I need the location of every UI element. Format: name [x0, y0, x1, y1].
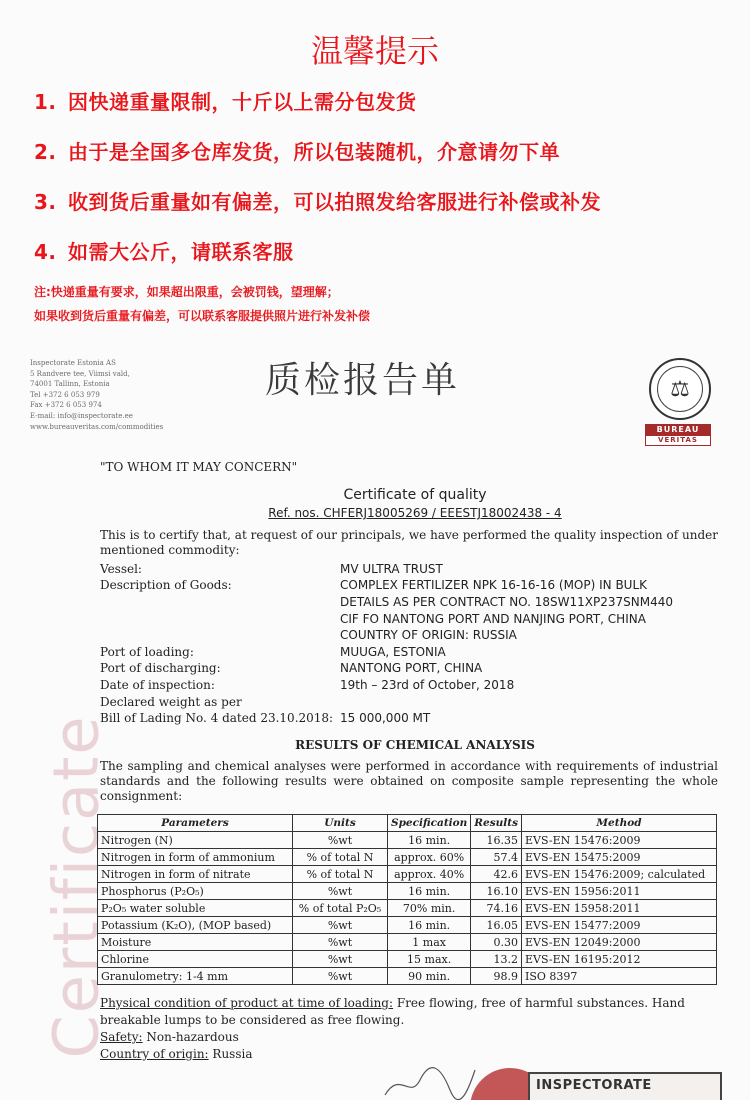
table-cell: Moisture — [98, 934, 293, 951]
table-cell: approx. 40% — [388, 866, 471, 883]
table-cell: Nitrogen in form of ammonium — [98, 849, 293, 866]
field-value: MV ULTRA TRUST — [340, 562, 443, 576]
table-cell: Nitrogen (N) — [98, 832, 293, 849]
table-cell: Nitrogen in form of nitrate — [98, 866, 293, 883]
table-cell: 16 min. — [388, 917, 471, 934]
safety-value: Non-hazardous — [142, 1030, 239, 1044]
table-cell: approx. 60% — [388, 849, 471, 866]
table-row — [98, 968, 717, 985]
table-cell: EVS-EN 15477:2009 — [522, 917, 717, 934]
notice-title: 温馨提示 — [310, 32, 439, 70]
table-cell: 70% min. — [388, 900, 471, 917]
table-cell: 16.10 — [471, 883, 522, 900]
column-header: Method — [522, 815, 717, 832]
field-value: COUNTRY OF ORIGIN: RUSSIA — [340, 628, 517, 642]
table-cell: 42.6 — [471, 866, 522, 883]
field-value: CIF FO NANTONG PORT AND NANJING PORT, CHINA — [340, 612, 646, 626]
table-cell: 16 min. — [388, 883, 471, 900]
physical-condition-label: Physical condition of product at time of loading: — [100, 996, 394, 1010]
address-line: 5 Randvere tee, Viimsi vald, — [30, 369, 130, 378]
field-value: 15 000,000 MT — [340, 711, 431, 725]
physical-condition-value: Free flowing, free of harmful substances. Hand breakable lumps to be considered as free flowing. — [100, 996, 685, 1027]
column-header: Parameters — [98, 815, 293, 832]
address-line: Fax +372 6 053 974 — [30, 401, 102, 410]
notice-item-number: 4. — [34, 240, 57, 264]
column-header: Specification — [388, 815, 471, 832]
inspector-address — [30, 358, 163, 432]
table-cell: 98.9 — [471, 968, 522, 985]
table-cell: EVS-EN 15475:2009 — [522, 849, 717, 866]
table-cell: EVS-EN 15476:2009; calculated — [522, 866, 717, 883]
column-header: Units — [293, 815, 388, 832]
table-cell: %wt — [293, 934, 388, 951]
seal-icon: ⚖ — [649, 358, 711, 420]
sampling-paragraph: The sampling and chemical analyses were performed in accordance with requirements of industrial standards and the following results were obtained on composite sample representing the whole consignment: — [100, 759, 718, 803]
table-cell: Potassium (K₂O), (MOP based) — [98, 917, 293, 934]
notice-item-number: 3. — [34, 190, 57, 214]
notice-item — [34, 136, 560, 165]
table-cell: EVS-EN 15956:2011 — [522, 883, 717, 900]
notice-item-text: 因快递重量限制，十斤以上需分包发货 — [68, 90, 417, 114]
origin-value: Russia — [208, 1047, 253, 1061]
table-cell: 1 max — [388, 934, 471, 951]
table-row — [98, 849, 717, 866]
table-cell: 16.35 — [471, 832, 522, 849]
table-cell: 57.4 — [471, 849, 522, 866]
notice-note: 如果收到货后重量有偏差，可以联系客服提供照片进行补发补偿 — [34, 309, 371, 323]
table-cell: 15 max. — [388, 951, 471, 968]
safety-line — [100, 1029, 720, 1046]
results-table — [97, 814, 717, 985]
table-cell: % of total N — [293, 849, 388, 866]
table-cell: 13.2 — [471, 951, 522, 968]
field-label: Declared weight as per — [100, 695, 242, 709]
table-cell: EVS-EN 15958:2011 — [522, 900, 717, 917]
table-cell: P₂O₅ water soluble — [98, 900, 293, 917]
table-cell: %wt — [293, 917, 388, 934]
notice-item — [34, 86, 417, 115]
origin-label: Country of origin: — [100, 1047, 209, 1061]
table-row — [98, 866, 717, 883]
certificate-title: Certificate of quality — [343, 487, 487, 503]
certificate-ref: Ref. nos. CHFERJ18005269 / EEESTJ18002438 - 4 — [268, 506, 562, 520]
table-row — [98, 900, 717, 917]
results-title: RESULTS OF CHEMICAL ANALYSIS — [295, 738, 535, 752]
table-row — [98, 883, 717, 900]
notice-item-text: 收到货后重量如有偏差，可以拍照发给客服进行补偿或补发 — [68, 190, 601, 214]
table-cell: EVS-EN 16195:2012 — [522, 951, 717, 968]
field-label: Date of inspection: — [100, 678, 215, 692]
notice-item-text: 如需大公斤，请联系客服 — [68, 240, 294, 264]
notice-item-text: 由于是全国多仓库发货，所以包装随机，介意请勿下单 — [68, 140, 560, 164]
field-value: DETAILS AS PER CONTRACT NO. 18SW11XP237SNM440 — [340, 595, 673, 609]
certificate-watermark: Certificate — [39, 714, 113, 1059]
certificate-intro: This is to certify that, at request of our principals, we have performed the quality inspection of under mentioned commodity: — [100, 528, 718, 557]
table-cell: ISO 8397 — [522, 968, 717, 985]
table-cell: Chlorine — [98, 951, 293, 968]
address-line: E-mail: info@inspectorate.ee — [30, 411, 133, 420]
physical-condition-block — [100, 995, 720, 1063]
logo-band-top: BUREAU — [645, 424, 711, 435]
field-value: MUUGA, ESTONIA — [340, 645, 446, 659]
table-cell: 74.16 — [471, 900, 522, 917]
logo-band-bottom: VERITAS — [645, 435, 711, 446]
table-cell: %wt — [293, 968, 388, 985]
table-cell: 0.30 — [471, 934, 522, 951]
table-row — [98, 917, 717, 934]
table-cell: % of total N — [293, 866, 388, 883]
table-cell: %wt — [293, 832, 388, 849]
field-value: NANTONG PORT, CHINA — [340, 661, 483, 675]
address-line: Tel +372 6 053 979 — [30, 390, 100, 399]
table-row — [98, 934, 717, 951]
notice-note: 注:快递重量有要求，如果超出限重，会被罚钱，望理解； — [34, 285, 339, 299]
signature-icon — [380, 1060, 480, 1100]
table-cell: % of total P₂O₅ — [293, 900, 388, 917]
field-label: Description of Goods: — [100, 578, 232, 592]
table-cell: 16.05 — [471, 917, 522, 934]
notice-item-number: 2. — [34, 140, 57, 164]
address-line: www.bureauveritas.com/commodities — [30, 422, 164, 431]
address-line: 74001 Tallinn, Estonia — [30, 380, 110, 389]
table-header-row — [98, 815, 717, 832]
table-cell: 16 min. — [388, 832, 471, 849]
table-cell: EVS-EN 12049:2000 — [522, 934, 717, 951]
safety-label: Safety: — [100, 1030, 143, 1044]
column-header: Results — [471, 815, 522, 832]
table-cell: Phosphorus (P₂O₅) — [98, 883, 293, 900]
field-label: Port of loading: — [100, 645, 194, 659]
report-title: 质检报告单 — [265, 360, 461, 401]
bureau-veritas-logo — [645, 358, 711, 454]
table-row — [98, 832, 717, 849]
table-cell: 90 min. — [388, 968, 471, 985]
stamp-text: INSPECTORATE — [536, 1078, 652, 1093]
notice-item — [34, 236, 294, 265]
field-label: Vessel: — [100, 562, 142, 576]
physical-condition — [100, 995, 720, 1029]
table-cell: EVS-EN 15476:2009 — [522, 832, 717, 849]
table-cell: %wt — [293, 883, 388, 900]
field-label: Port of discharging: — [100, 661, 221, 675]
field-label: Bill of Lading No. 4 dated 23.10.2018: — [100, 711, 334, 725]
address-line: Inspectorate Estonia AS — [30, 359, 116, 367]
notice-item-number: 1. — [34, 90, 57, 114]
table-cell: Granulometry: 1-4 mm — [98, 968, 293, 985]
to-whom-heading: "TO WHOM IT MAY CONCERN" — [100, 460, 298, 474]
table-cell: %wt — [293, 951, 388, 968]
table-row — [98, 951, 717, 968]
field-value: COMPLEX FERTILIZER NPK 16-16-16 (MOP) IN BULK — [340, 578, 648, 592]
notice-item — [34, 186, 601, 215]
field-value: 19th – 23rd of October, 2018 — [340, 678, 515, 692]
